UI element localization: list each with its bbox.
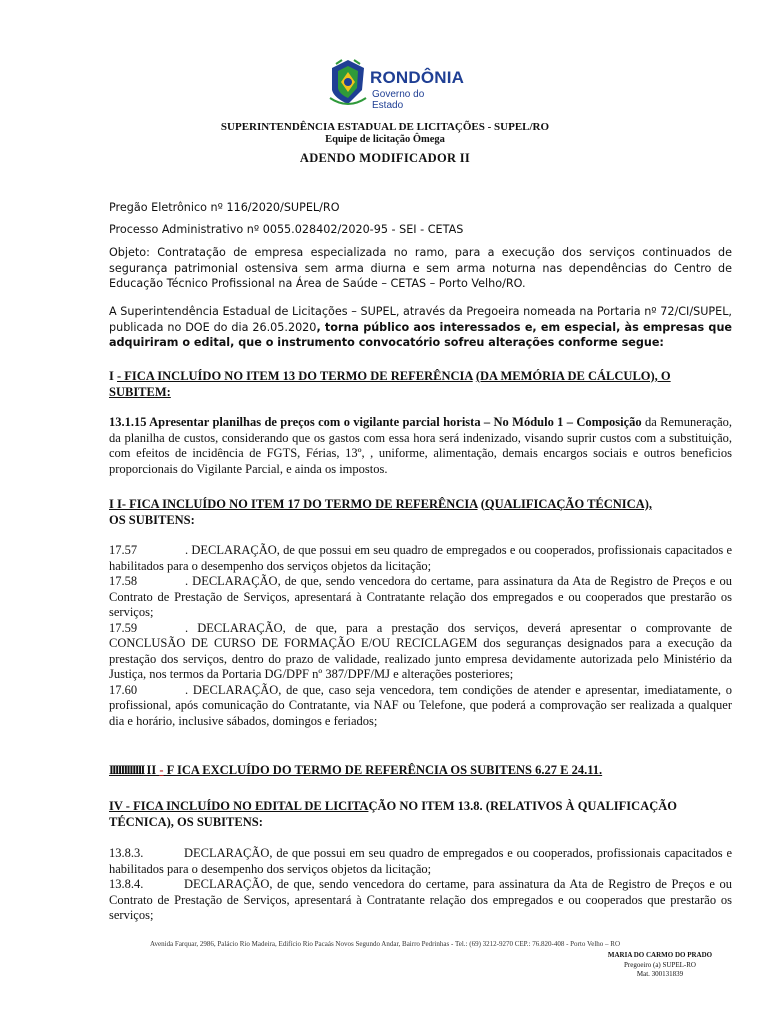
sec1-p1: I [109, 369, 117, 383]
item-number: 17.59 [109, 620, 138, 635]
coat-of-arms-icon [328, 58, 368, 108]
section-3-heading [109, 763, 732, 779]
processo-line: Processo Administrativo nº 0055.028402/2020-95 - SEI - CETAS [109, 223, 464, 236]
section-4-items [109, 846, 732, 924]
item-text: . DECLARAÇÃO, de que, para a prestação dos serviços, deverá apresentar o comprovante de CONCLUSÃO DE CURSO DE FORMAÇÃO E/OU RECICLAGEM dos seguranças designados para a execução da prestação dos serviços, dentro do prazo de validade, realizado junto empresa devidamente autorizada pelo Ministério da Justiça, nos termos da Portaria DG/DPF nº 387/DPF/MJ e alterações posteriores; [109, 620, 732, 681]
signer-name: MARIA DO CARMO DO PRADO [607, 951, 713, 959]
signer-registration: Mat. 300131839 [636, 970, 684, 978]
sec2-p2: ( [477, 497, 485, 511]
item-text: . DECLARAÇÃO, de que possui em seu quadro de empregados e ou cooperados, profissionais capacitados e habilitados para o desempenho dos serviços objetos da licitação; [109, 543, 732, 573]
list-item [109, 621, 732, 683]
sec3-p3: F ICA EXCLUÍDO DO TERMO DE REFERÊNCIA OS SUBITENS 6.27 E 24.11. [163, 763, 603, 777]
sec1-p4: (DA MEMÓRIA DE CÁLCULO), O SUBITEM: [109, 369, 671, 399]
item-text: . DECLARAÇÃO, de que, sendo vencedora do certame, para assinatura da Ata de Registro de Preços e ou Contrato de Prestação de Serviços, apresentará à Contratante relação dos empregados e ou cooperados que prestarão os serviços; [109, 574, 732, 619]
list-item [109, 683, 732, 730]
pregao-line: Pregão Eletrônico nº 116/2020/SUPEL/RO [109, 201, 340, 214]
list-item [109, 574, 732, 621]
agency-name: SUPERINTENDÊNCIA ESTADUAL DE LICITAÇÕES - SUPEL/RO [220, 121, 550, 133]
aviso-text-b: , torna público aos interessados e, em especial, às empresas que adquiriram o edital, que [109, 320, 732, 349]
sec3-bars: IIIIIIIIIIII [109, 763, 144, 777]
item-number: 17.60 [109, 682, 138, 697]
aviso-paragraph [109, 304, 732, 351]
rondonia-logo [328, 58, 465, 111]
item-number: 17.57 [109, 543, 138, 557]
item-13-1-15 [109, 415, 732, 477]
section-2-heading [109, 497, 732, 528]
section-4-heading [109, 799, 732, 830]
list-item [109, 846, 732, 877]
signer-role: Pregoeiro (a) SUPEL-RO [624, 960, 696, 969]
team-name: Equipe de licitação Ômega [325, 134, 445, 145]
document-title: ADENDO MODIFICADOR II [299, 151, 471, 165]
sec4-p1: IV - FICA INCLUÍDO NO EDITAL DE LICITA [109, 799, 369, 813]
list-item [109, 877, 732, 924]
aviso-text-a: A Superintendência Estadual de Licitações – SUPEL, através da Pregoeira nomeada na Portaria nº 72/CI/SUPEL, publicada no DOE do dia 26.05.2020 [109, 305, 732, 334]
sec4-p2: ÇÃO NO ITEM 13.8. (RELATIVOS À QUALIFICAÇÃO TÉCNICA), OS SUBITENS: [109, 799, 678, 829]
item-text: DECLARAÇÃO, de que possui em seu quadro de empregados e ou cooperados, profissionais capacitados e habilitados para o desempenho dos serviços objetos da licitação; [109, 846, 732, 876]
sec3-p1: II [143, 763, 160, 777]
item-text: . DECLARAÇÃO, de que, caso seja vencedora, tem condições de atender e apresentar, imediatamente, o profissional, após comunicação do Contratante, via NAF ou Telefone, que poderá a comprovação ser realizada a qualquer dia e horário, inclusive sábados, domingos e feriados; [109, 682, 732, 728]
item-number: 17.58 [109, 574, 138, 588]
item-13-1-15-text: da Remuneração, da planilha de custos, considerando que os gastos com essa hora será indenizado, visando suprir custos com a substituição, com efeitos de incidência de FGTS, Férias, 13º, , uniforme, alimentação, demais encargos sociais e outros beneficios proporcionais do Vigilante Parcial, e ainda os impostos. [109, 415, 733, 476]
list-item [109, 543, 732, 574]
footer-address: Avenida Farquar, 2986, Palácio Rio Madeira, Edifício Rio Pacaás Novos Segundo Andar, Bairro Pedrinhas - Tel.: (69) 3212-9270 CEP.: 76.820-408 - Porto Velho – RO [149, 940, 621, 948]
objeto-paragraph: Objeto: Contratação de empresa especializada no ramo, para a execução dos serviços continuados de segurança patrimonial ostensiva sem arma diurna e sem arma noturna nas dependências do Centro de Educação Técnico Profissional na Área de Saúde – CETAS – Porto Velho/RO. [109, 246, 732, 290]
logo-name: RONDÔNIA [370, 68, 465, 87]
sec2-p4: OS SUBITENS: [109, 512, 195, 527]
sec1-p2: - FICA INCLUÍDO NO ITEM 13 DO TERMO DE REFERÊNCIA [117, 369, 473, 383]
sec2-p1: I I- FICA INCLUÍDO NO ITEM 17 DO TERMO DE REFERÊNCIA [109, 497, 478, 511]
item-13-1-15-title: 13.1.15 Apresentar planilhas de preços com o vigilante parcial horista – No Módulo 1 – Composição [109, 415, 642, 429]
item-number: 13.8.4. [109, 877, 144, 891]
item-number: 13.8.3. [109, 846, 144, 860]
sec3-p2: - [159, 763, 164, 777]
section-2-items [109, 543, 732, 729]
item-text: DECLARAÇÃO, de que, sendo vencedora do certame, para assinatura da Ata de Registro de Preços e ou Contrato de Prestação de Serviços, apresentará à Contratante relação dos empregados e ou cooperados que prestarão os serviços; [109, 877, 732, 922]
signature-block [600, 951, 720, 980]
section-1-heading [109, 369, 732, 400]
sec2-p3: QUALIFICAÇÃO TÉCNICA), [484, 497, 653, 511]
logo-subtitle: Governo do Estado [372, 89, 425, 111]
aviso-bold: o instrumento convocatório sofreu alterações conforme segue: [265, 336, 664, 349]
